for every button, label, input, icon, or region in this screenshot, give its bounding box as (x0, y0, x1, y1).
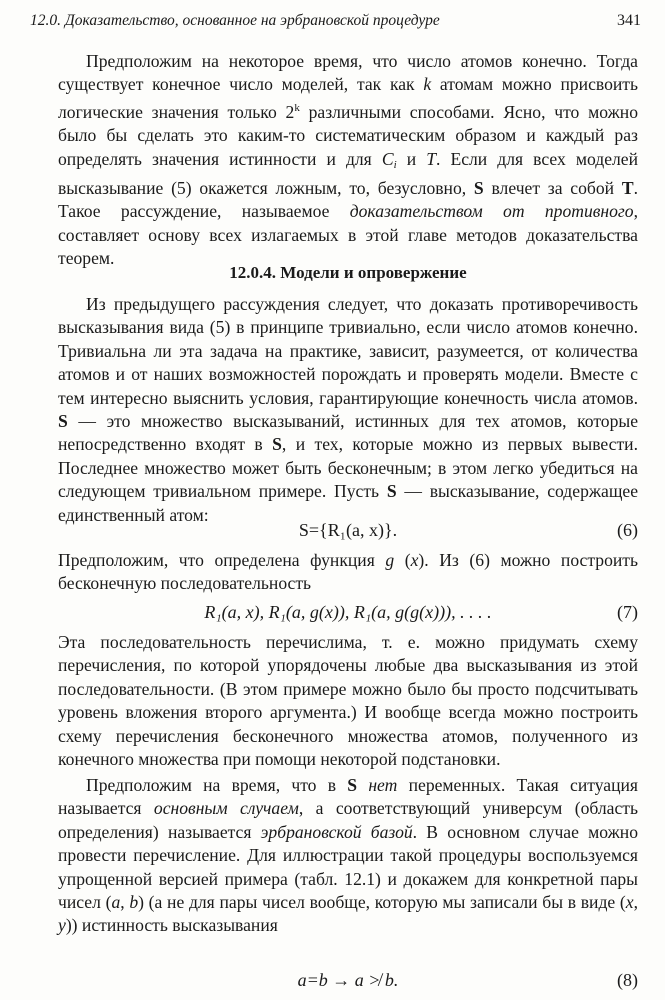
formula-expression: R₁(a, x), R₁(a, g(x)), R₁(a, g(g(x))), . . . . (204, 602, 492, 622)
paragraph-function: Предположим, что определена функция g (x). Из (6) можно построить бесконечную последовательность (58, 550, 638, 594)
formula-expression: a=b → a ≯ b. (297, 970, 399, 990)
paragraph-ground-case: Предположим на время, что в S нет переменных. Такая ситуация называется основным случаем, а соответствующий универсум (область определения) называется эрбрановской базой. В основном случае можно провести перечисление. Для иллюстрации такой процедуры воспользуемся упрощенной версией примера (табл. 12.1) и докажем для конкретной пары чисел (a, b) (а не для пары чисел вообще, которую мы записали бы в виде (x, y)) истинность высказывания (58, 775, 639, 936)
formula-number: (6) (617, 520, 638, 540)
formula-expression: S={R₁(a, x)}. (298, 520, 398, 540)
section-title: 12.0.4. Модели и опровержение (229, 263, 467, 282)
page-number: 341 (617, 12, 641, 29)
paragraph-finite-atoms: Предположим на некоторое время, что число атомов конечно. Тогда существует конечное число моделей, так как k атомам можно присвоить логические значения только 2$^k$ различными способами. Ясно, что можно было бы сделать это каким-то систематическим образом и каждый раз определять значения истинности и для $C_i$ и T. Если для всех моделей высказывание (5) окажется ложным, то, безусловно, S влечет за собой T. Такое рассуждение, называемое доказательством от противного, составляет основу всех излагаемых в этой главе методов доказательства теорем. (58, 51, 639, 269)
running-title: 12.0. Доказательство, основанное на эрбрановской процедуре (30, 12, 440, 29)
paragraph-enumeration: Эта последовательность перечислима, т. е. можно придумать схему перечисления, по которой упорядочены любые два высказывания из этой последовательности. (В этом примере можно было бы просто подсчитывать уровень вложения второго аргумента.) И вообще всегда можно построить схему перечисления бесконечного множества атомов, полученного из конечного множества при помощи некоторой подстановки. (58, 632, 638, 770)
formula-number: (7) (617, 602, 638, 622)
formula-number: (8) (617, 970, 638, 990)
paragraph-models: Из предыдущего рассуждения следует, что доказать противоречивость высказывания вида (5) в принципе тривиально, если число атомов конечно. Тривиальна ли эта задача на практике, зависит, разумеется, от количества атомов и от наших возможностей порождать и проверять модели. Вместе с тем интересно выяснить условия, гарантирующие конечность числа атомов. S — это множество высказываний, истинных для тех атомов, которые непосредственно входят в S, и тех, которые можно из первых вывести. Последнее множество может быть бесконечным; в этом легко убедиться на следующем тривиальном примере. Пусть S — высказывание, содержащее единственный атом: (58, 294, 638, 525)
